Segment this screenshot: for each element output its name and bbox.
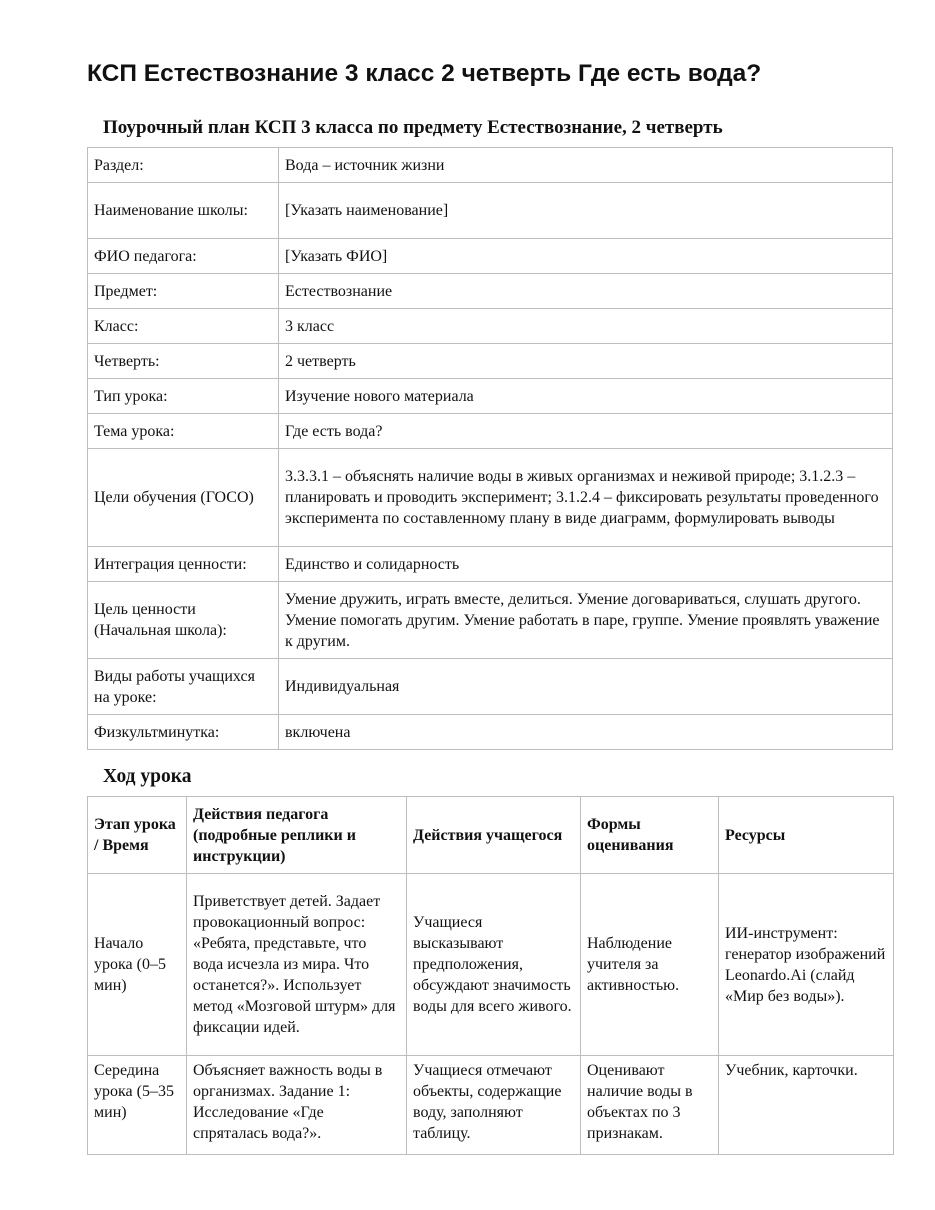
info-value: Естествознание: [279, 274, 893, 309]
info-row-exercise-break: [88, 715, 893, 750]
lesson-flow-table: [87, 796, 894, 1155]
header-teacher-actions: Действия педагога (подробные реплики и инструкции): [187, 797, 407, 874]
document-title: КСП Естествознание 3 класс 2 четверть Где есть вода?: [87, 60, 762, 87]
lesson-info-table: [87, 147, 893, 750]
resources-cell: ИИ-инструмент: генератор изображений Leonardo.Ai (слайд «Мир без воды»).: [719, 874, 894, 1056]
table-row: [88, 874, 894, 1056]
info-label: ФИО педагога:: [88, 239, 279, 274]
info-value: 3.3.3.1 – объяснять наличие воды в живых организмах и неживой природе; 3.1.2.3 – планировать и проводить эксперимент; 3.1.2.4 – фиксировать результаты проведенного эксперимента по составленному плану в виде диаграмм, формулировать выводы: [279, 449, 893, 547]
info-row-teacher: [88, 239, 893, 274]
teacher-actions-cell: Объясняет важность воды в организмах. Задание 1: Исследование «Где спряталась вода?».: [187, 1056, 407, 1155]
info-label: Интеграция ценности:: [88, 547, 279, 582]
info-label: Цели обучения (ГОСО): [88, 449, 279, 547]
info-value: Изучение нового материала: [279, 379, 893, 414]
info-row-lesson-type: [88, 379, 893, 414]
info-value: включена: [279, 715, 893, 750]
stage-cell: Середина урока (5–35 мин): [88, 1056, 187, 1155]
info-value: Единство и солидарность: [279, 547, 893, 582]
info-value: Умение дружить, играть вместе, делиться. Умение договариваться, слушать другого. Умение помогать другим. Умение работать в паре, группе. Умение проявлять уважение к другим.: [279, 582, 893, 659]
info-row-grade: [88, 309, 893, 344]
info-row-topic: [88, 414, 893, 449]
info-row-school: [88, 183, 893, 239]
info-label: Четверть:: [88, 344, 279, 379]
info-label: Виды работы учащихся на уроке:: [88, 659, 279, 715]
info-value: 3 класс: [279, 309, 893, 344]
assessment-cell: Наблюдение учителя за активностью.: [581, 874, 719, 1056]
info-row-quarter: [88, 344, 893, 379]
info-label: Тип урока:: [88, 379, 279, 414]
info-row-learning-goals: [88, 449, 893, 547]
lesson-heading: Ход урока: [103, 766, 192, 787]
info-row-work-types: [88, 659, 893, 715]
header-assessment: Формы оценивания: [581, 797, 719, 874]
header-resources: Ресурсы: [719, 797, 894, 874]
lesson-header-row: [88, 797, 894, 874]
info-row-value-goal: [88, 582, 893, 659]
info-label: Физкультминутка:: [88, 715, 279, 750]
info-label: Цель ценности (Начальная школа):: [88, 582, 279, 659]
stage-cell: Начало урока (0–5 мин): [88, 874, 187, 1056]
info-value: Вода – источник жизни: [279, 148, 893, 183]
info-value: Индивидуальная: [279, 659, 893, 715]
info-value: [Указать наименование]: [279, 183, 893, 239]
info-label: Раздел:: [88, 148, 279, 183]
info-label: Наименование школы:: [88, 183, 279, 239]
plan-subtitle: Поурочный план КСП 3 класса по предмету Естествознание, 2 четверть: [103, 117, 723, 138]
resources-cell: Учебник, карточки.: [719, 1056, 894, 1155]
student-actions-cell: Учащиеся отмечают объекты, содержащие воду, заполняют таблицу.: [407, 1056, 581, 1155]
info-value: [Указать ФИО]: [279, 239, 893, 274]
table-row: [88, 1056, 894, 1155]
info-label: Предмет:: [88, 274, 279, 309]
header-stage: Этап урока / Время: [88, 797, 187, 874]
info-value: 2 четверть: [279, 344, 893, 379]
info-row-section: [88, 148, 893, 183]
info-row-value-integration: [88, 547, 893, 582]
student-actions-cell: Учащиеся высказывают предположения, обсуждают значимость воды для всего живого.: [407, 874, 581, 1056]
info-label: Класс:: [88, 309, 279, 344]
assessment-cell: Оценивают наличие воды в объектах по 3 признакам.: [581, 1056, 719, 1155]
info-row-subject: [88, 274, 893, 309]
info-value: Где есть вода?: [279, 414, 893, 449]
teacher-actions-cell: Приветствует детей. Задает провокационный вопрос: «Ребята, представьте, что вода исчезла из мира. Что останется?». Использует метод «Мозговой штурм» для фиксации идей.: [187, 874, 407, 1056]
info-label: Тема урока:: [88, 414, 279, 449]
header-student-actions: Действия учащегося: [407, 797, 581, 874]
